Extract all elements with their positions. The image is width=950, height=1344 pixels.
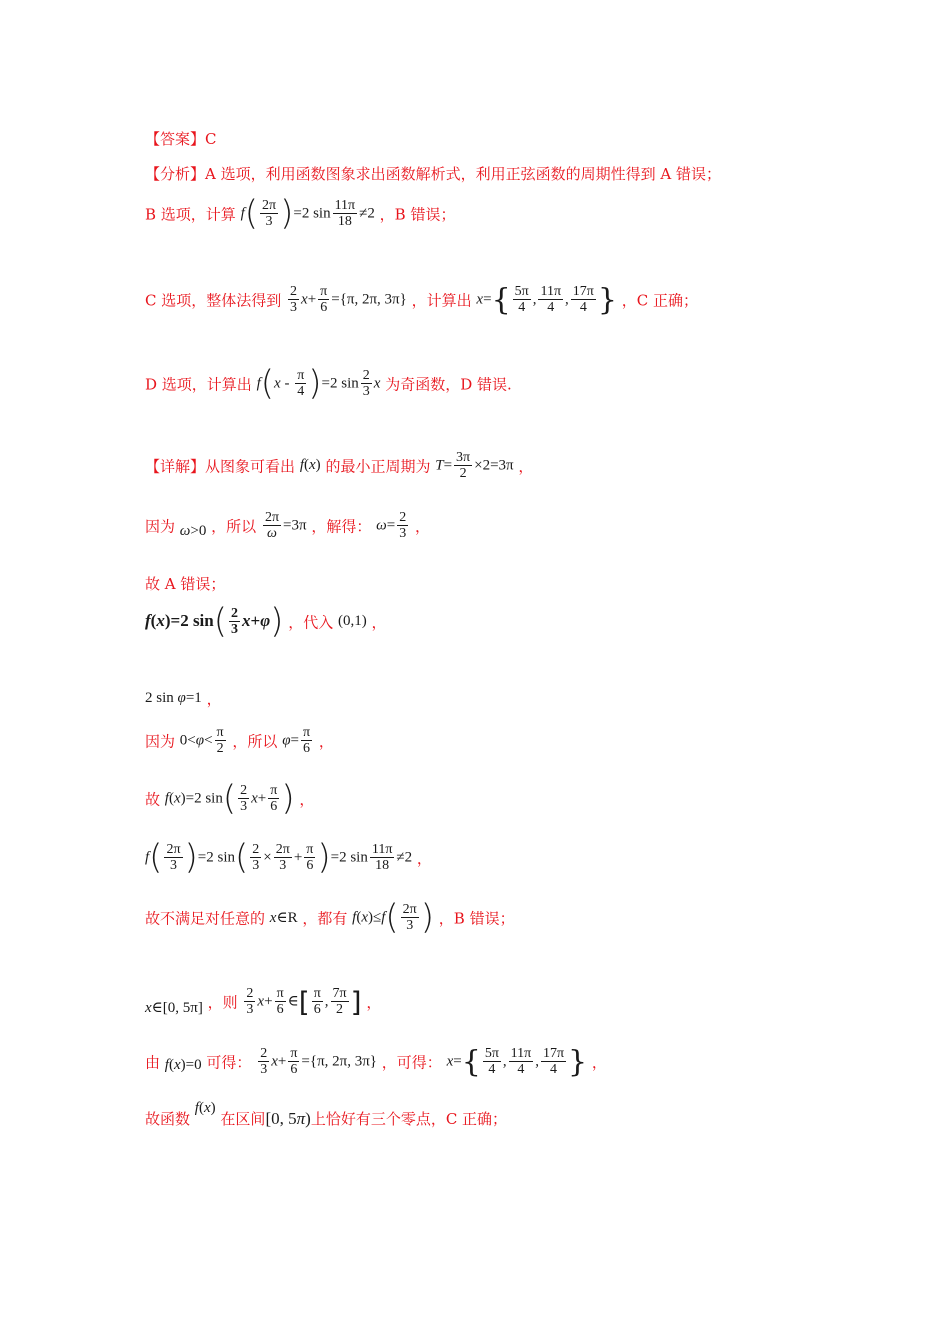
detail-l2-suffix: ， [414, 517, 430, 536]
analysis-b-suffix: ，B 错误； [379, 205, 456, 224]
detail-line-3 [145, 573, 225, 594]
formula-fx-func: f(x) [194, 1100, 216, 1116]
formula-x-interval: x∈[0, 5π] [145, 1000, 203, 1017]
detail-line-9 [145, 897, 515, 938]
analysis-d-suffix: 为奇函数，D 错误. [385, 375, 512, 394]
detail-l6-prefix: 因为 [145, 732, 176, 751]
answer-value: C [205, 130, 217, 148]
detail-l2-mid2: ，解得： [311, 517, 372, 536]
detail-l2-prefix: 因为 [145, 517, 176, 536]
formula-omega-value: ω= $\frac{2}{3}$ [376, 510, 407, 542]
analysis-c-suffix: ，C 正确； [621, 291, 698, 310]
formula-fx-le: f(x)≤f( $\frac{2\pi}{3}$ ) [352, 897, 435, 938]
analysis-b-prefix: B 选项，计算 [145, 205, 236, 224]
formula-fx: f(x) [299, 457, 321, 474]
answer-line [145, 128, 217, 149]
formula-c2: x={ $\frac{5\pi}{4}$ , $\frac{11\pi}{4}$ , $\frac{17\pi}{4}$ } [476, 282, 617, 318]
detail-l11-suffix: ， [591, 1053, 607, 1072]
detail-line-8 [145, 837, 432, 878]
detail-l10-mid: ，则 [207, 993, 238, 1012]
detail-l1-prefix: 从图象可看出 [205, 457, 296, 476]
formula-fx-general: f(x)=2 sin( $\frac{2}{3}$ x+φ) [145, 601, 284, 642]
detail-l1-suffix: ， [518, 457, 534, 476]
detail-l6-suffix: ， [318, 732, 334, 751]
detail-l12-prefix: 故函数 [145, 1110, 191, 1128]
formula-fx-final: f(x)=2 sin( $\frac{2}{3}$ x+ $\frac{\pi}{6}$ ) [164, 778, 295, 819]
detail-line-7 [145, 778, 315, 819]
formula-c2-repeat: x={ $\frac{5\pi}{4}$ , $\frac{11\pi}{4}$ , $\frac{17\pi}{4}$ } [446, 1044, 588, 1080]
formula-b: f( $\frac{2\pi}{3}$ )=2 sin $\frac{11\pi}{18}$ ≠2 [240, 193, 375, 234]
detail-l4-mid: ，代入 [288, 613, 334, 632]
formula-fx-zero: f(x)=0 [164, 1057, 202, 1074]
analysis-c-mid: ，计算出 [411, 291, 472, 310]
formula-phi-range: 0<φ< $\frac{\pi}{2}$ [179, 725, 224, 757]
analysis-line-b [145, 193, 456, 234]
formula-interval: [0, 5π) [265, 1108, 311, 1128]
detail-line-6 [145, 725, 334, 757]
formula-c1-repeat: $\frac{2}{3}$ x+ $\frac{\pi}{6}$ ={π, 2π, 3π} [260, 1046, 377, 1078]
detail-l11-prefix: 由 [145, 1053, 161, 1072]
analysis-line-a [145, 163, 721, 184]
detail-l10-suffix: ， [366, 993, 382, 1012]
detail-l6-mid: ，所以 [232, 732, 278, 751]
analysis-c-prefix: C 选项，整体法得到 [145, 291, 282, 310]
analysis-label: 【分析】 [145, 165, 206, 183]
formula-phi-value: φ= $\frac{\pi}{6}$ [282, 725, 311, 757]
detail-l1-mid: 的最小正周期为 [325, 457, 431, 476]
formula-period: T= $\frac{3\pi}{2}$ ×2=3π [435, 450, 514, 482]
detail-label: 【详解】 [145, 457, 206, 476]
analysis-line-d [145, 363, 512, 404]
detail-line-12 [145, 1100, 508, 1129]
detail-line-2 [145, 510, 430, 542]
answer-label: 【答案】 [145, 130, 206, 148]
analysis-d-prefix: D 选项，计算出 [145, 375, 252, 394]
detail-l11-mid2: ，可得： [381, 1053, 442, 1072]
analysis-a-text: A 选项，利用函数图象求出函数解析式，利用正弦函数的周期性得到 A 错误； [205, 165, 721, 183]
detail-l11-mid1: 可得： [206, 1053, 252, 1072]
formula-c1: $\frac{2}{3}$ x+ $\frac{\pi}{6}$ ={π, 2π, 3π} [290, 284, 407, 316]
detail-l7-suffix: ， [299, 790, 315, 809]
formula-sin-phi: 2 sin φ=1 [145, 690, 202, 706]
formula-omega-eq: $\frac{2\pi}{\omega}$ =3π [264, 510, 307, 542]
detail-line-1 [145, 450, 533, 482]
detail-l12-mid2: 上恰好有三个零点，C 正确； [310, 1110, 508, 1128]
detail-l9-prefix: 故不满足对任意的 [145, 909, 266, 928]
detail-line-4 [145, 601, 387, 642]
formula-f-2pi3: f( $\frac{2\pi}{3}$ )=2 sin( $\frac{2}{3}$ × $\frac{2\pi}{3}$ + $\frac{\pi}{6}$ )=2 sin $\frac{11\pi}{18}$ ≠2 [145, 837, 413, 878]
detail-l4-suffix: ， [371, 613, 387, 632]
detail-l9-mid: ，都有 [302, 909, 348, 928]
detail-line-10 [145, 986, 381, 1018]
detail-l3-text: 故 A 错误； [145, 575, 226, 593]
formula-d: f(x - $\frac{\pi}{4}$ )=2 sin $\frac{2}{3}$ x [256, 363, 381, 404]
formula-point: (0,1) [338, 613, 367, 630]
detail-line-11 [145, 1046, 607, 1078]
detail-l8-suffix: ， [416, 849, 432, 868]
detail-l7-prefix: 故 [145, 790, 161, 809]
detail-l2-mid1: ，所以 [211, 517, 257, 536]
detail-l12-mid1: 在区间 [220, 1110, 266, 1128]
detail-l5-suffix: ， [206, 690, 222, 708]
detail-l9-suffix: ，B 错误； [438, 909, 515, 928]
formula-x-in-r: x∈R [269, 910, 298, 927]
formula-omega-positive: ω>0 [179, 523, 207, 540]
analysis-line-c [145, 284, 698, 316]
detail-line-5 [145, 688, 222, 709]
formula-range: $\frac{2}{3}$ x+ $\frac{\pi}{6}$ ∈[ $\frac{\pi}{6}$ , $\frac{7\pi}{2}$ ] [246, 985, 362, 1019]
